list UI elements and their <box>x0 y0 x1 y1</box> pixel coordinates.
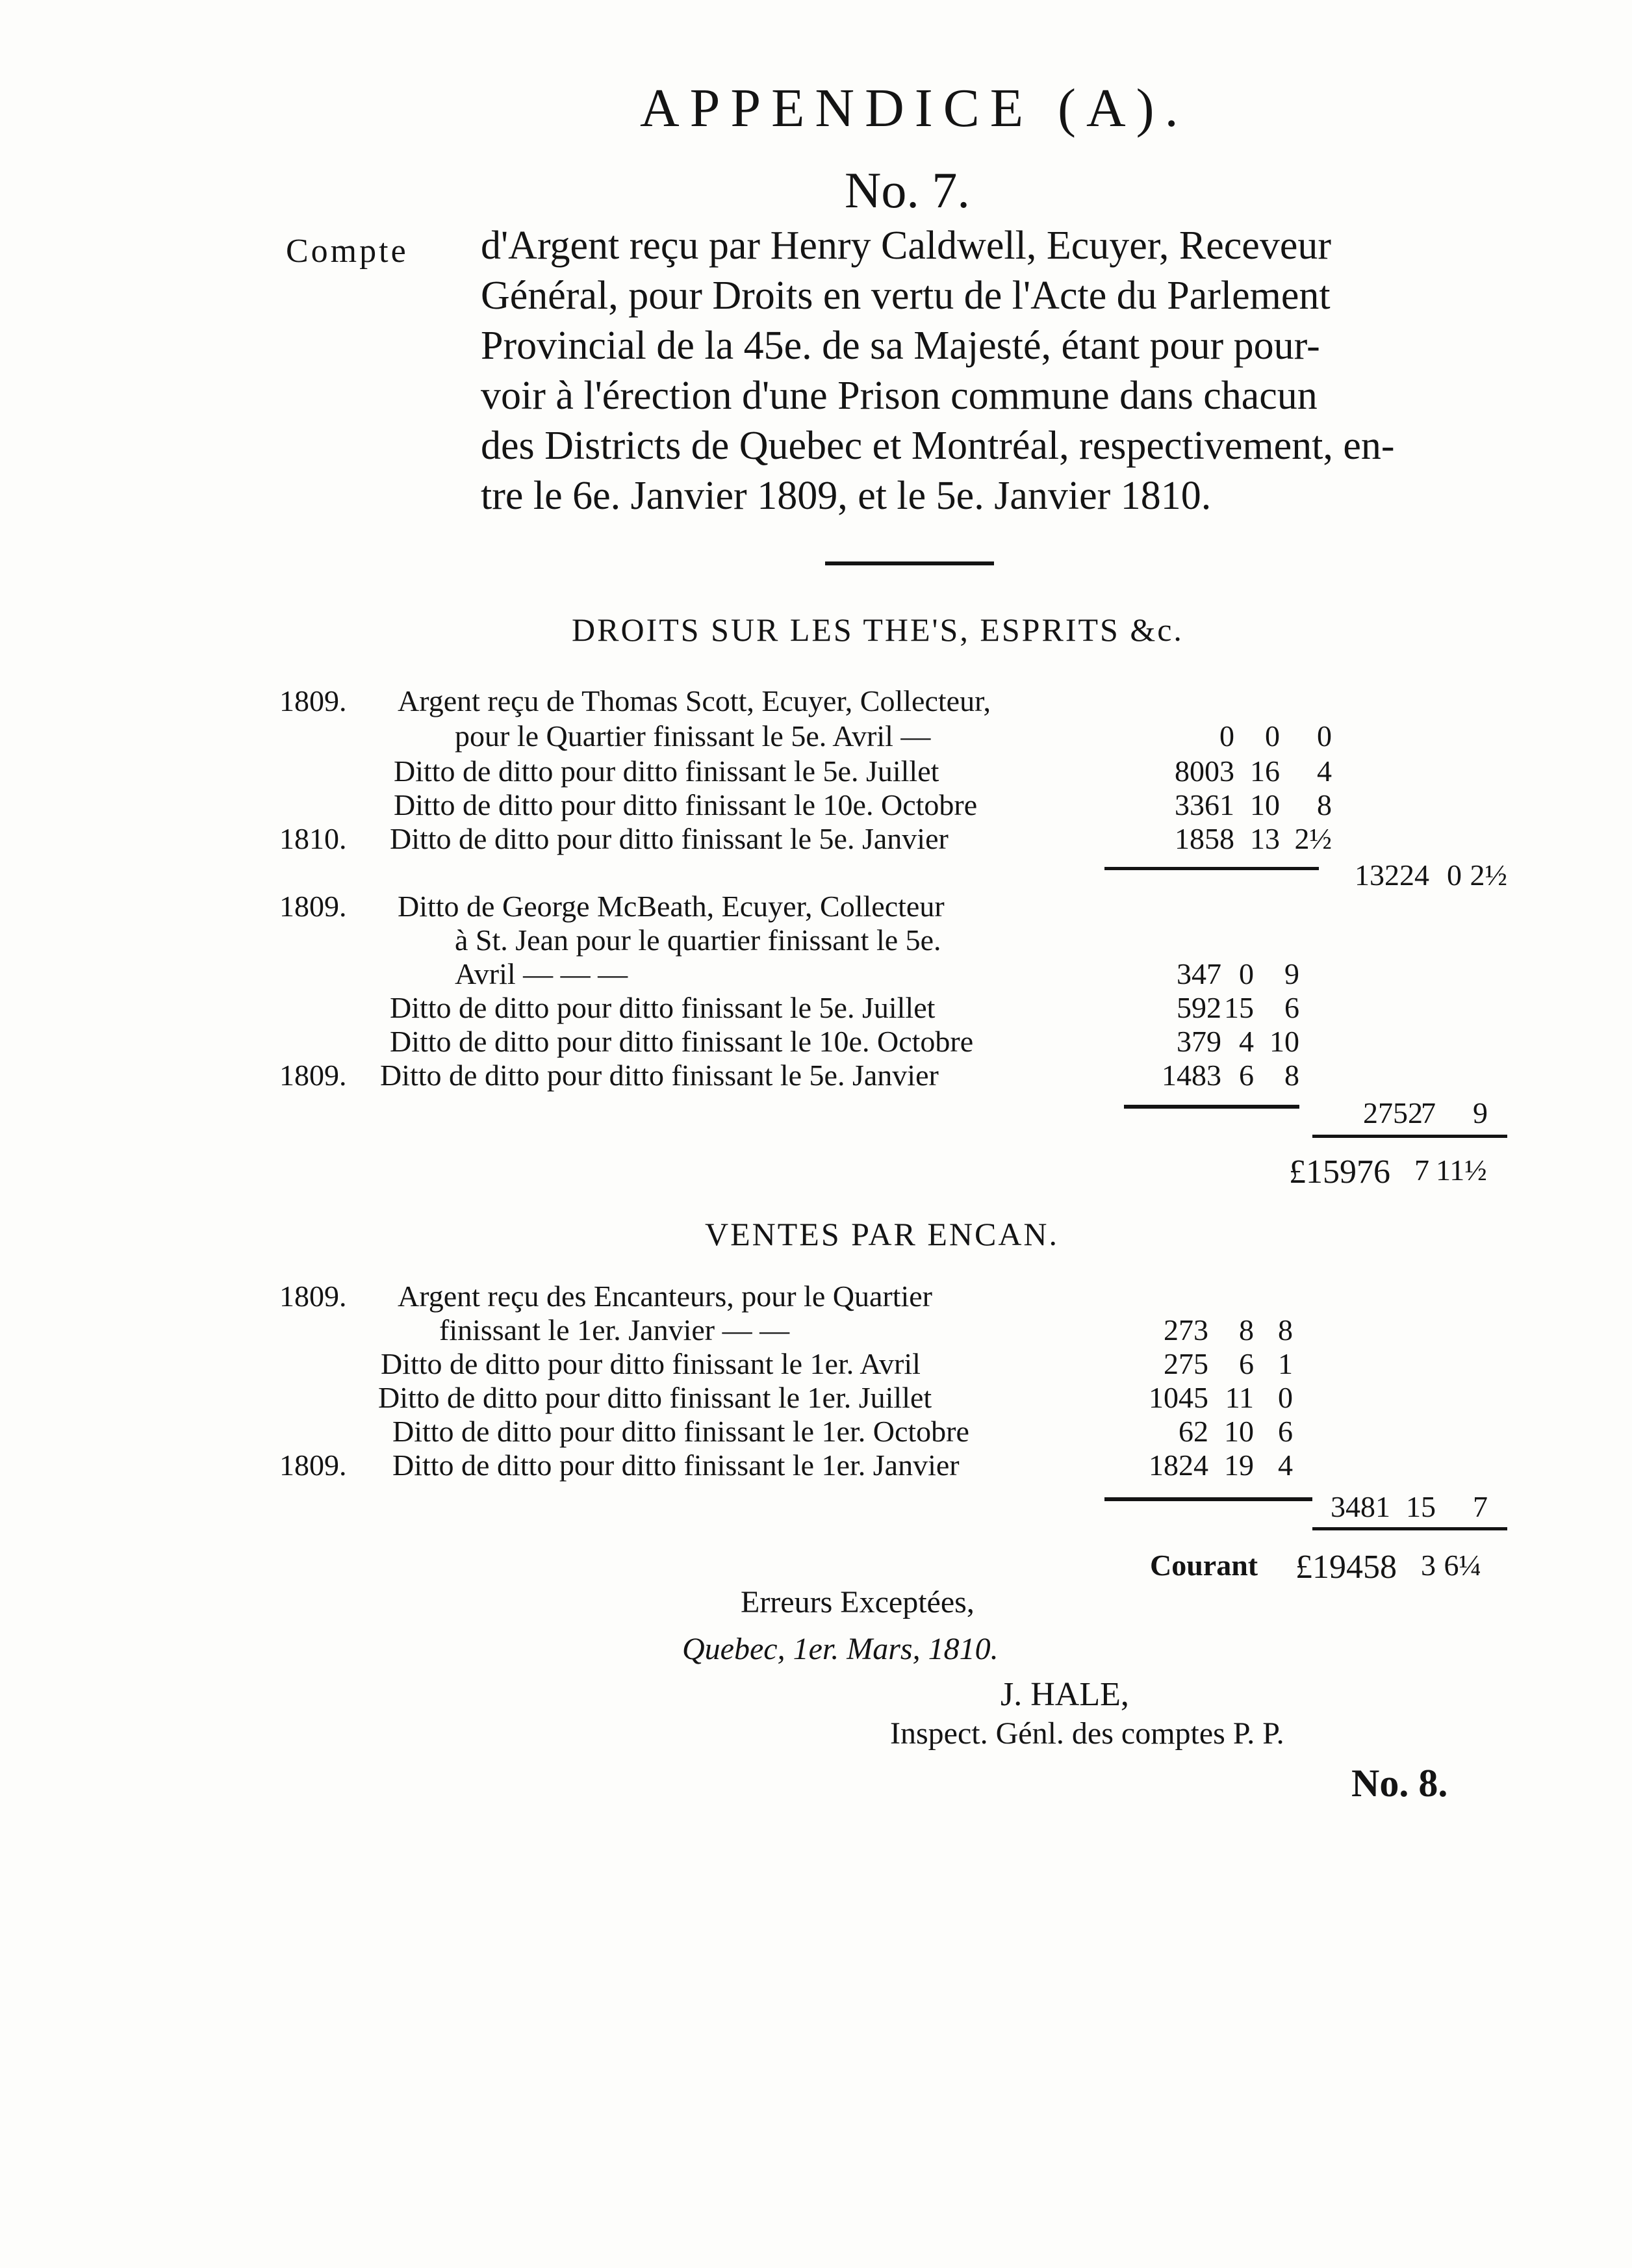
total-row: £15976 7 11½ <box>1289 1153 1487 1191</box>
appendix-title: APPENDICE (A). <box>640 78 1189 138</box>
next-document-number: No. 8. <box>1351 1762 1448 1805</box>
sum-rule <box>1312 1527 1507 1530</box>
section-divider <box>825 561 994 565</box>
ledger-row: Ditto de ditto pour ditto finissant le 1er. Juillet 1045 11 0 <box>378 1381 1293 1414</box>
place-date: Quebec, 1er. Mars, 1810. <box>682 1632 999 1666</box>
subtotal-row: 3481 15 7 <box>1331 1490 1488 1523</box>
sum-rule <box>1312 1135 1507 1138</box>
section2-heading: VENTES PAR ENCAN. <box>705 1216 1060 1252</box>
ledger-row: 1809. Argent reçu des Encanteurs, pour le Quartier <box>279 1280 932 1313</box>
intro-paragraph <box>286 221 1475 521</box>
intro-line-5: des Districts de Quebec et Montréal, respectivement, en- <box>481 424 1395 468</box>
ledger-row: Ditto de ditto pour ditto finissant le 5e. Juillet 592 15 6 <box>390 991 1299 1024</box>
grand-total-row: Courant £19458 3 6¼ <box>1150 1549 1481 1586</box>
intro-line-1: d'Argent reçu par Henry Caldwell, Ecuyer, Receveur <box>481 224 1331 268</box>
errors-note: Erreurs Exceptées, <box>741 1585 975 1619</box>
ledger-row: 1809. Ditto de ditto pour ditto finissant le 5e. Janvier 1483 6 8 <box>279 1059 1299 1092</box>
signer-name: J. HALE, <box>1001 1676 1129 1713</box>
intro-line-3: Provincial de la 45e. de sa Majesté, étant pour pour- <box>481 324 1320 368</box>
intro-line-6: tre le 6e. Janvier 1809, et le 5e. Janvier 1810. <box>481 474 1212 518</box>
ledger-row: 1810. Ditto de ditto pour ditto finissant le 5e. Janvier 1858 13 2½ <box>279 822 1332 855</box>
ledger-row: Ditto de ditto pour ditto finissant le 10e. Octobre 379 4 10 <box>390 1025 1299 1058</box>
ledger-row: pour le Quartier finissant le 5e. Avril — 0 0 0 <box>455 719 1332 753</box>
intro-line-2: Général, pour Droits en vertu de l'Acte du Parlement <box>481 274 1331 318</box>
signer-title: Inspect. Génl. des comptes P. P. <box>890 1716 1284 1751</box>
ledger-row: Ditto de ditto pour ditto finissant le 5e. Juillet 8003 16 4 <box>394 754 1332 788</box>
intro-line-4: voir à l'érection d'une Prison commune dans chacun <box>481 374 1318 418</box>
subtotal-row: 2752 7 9 <box>1363 1096 1488 1129</box>
ledger-row: Ditto de ditto pour ditto finissant le 1er. Octobre 62 10 6 <box>392 1415 1293 1448</box>
ledger-row: Ditto de ditto pour ditto finissant le 1er. Avril 275 6 1 <box>381 1347 1293 1380</box>
subtotal-row: 13224 0 2½ <box>1355 858 1507 892</box>
ledger-row: Ditto de ditto pour ditto finissant le 10e. Octobre 3361 10 8 <box>394 788 1332 821</box>
ledger-row: finissant le 1er. Janvier — — 273 8 8 <box>439 1313 1293 1347</box>
ledger-row: 1809. Ditto de ditto pour ditto finissant le 1er. Janvier 1824 19 4 <box>279 1449 1293 1482</box>
intro-lead: Compte <box>286 233 409 270</box>
document-number: No. 7. <box>845 162 970 218</box>
ledger-row: à St. Jean pour le quartier finissant le 5e. <box>455 923 941 957</box>
ledger-row: 1809. Argent reçu de Thomas Scott, Ecuyer, Collecteur, <box>279 684 991 717</box>
ledger-row: Avril — — — 347 0 9 <box>455 957 1299 990</box>
section1-heading: DROITS SUR LES THE'S, ESPRITS &c. <box>572 612 1184 648</box>
ledger-row: 1809. Ditto de George McBeath, Ecuyer, Collecteur <box>279 890 945 923</box>
